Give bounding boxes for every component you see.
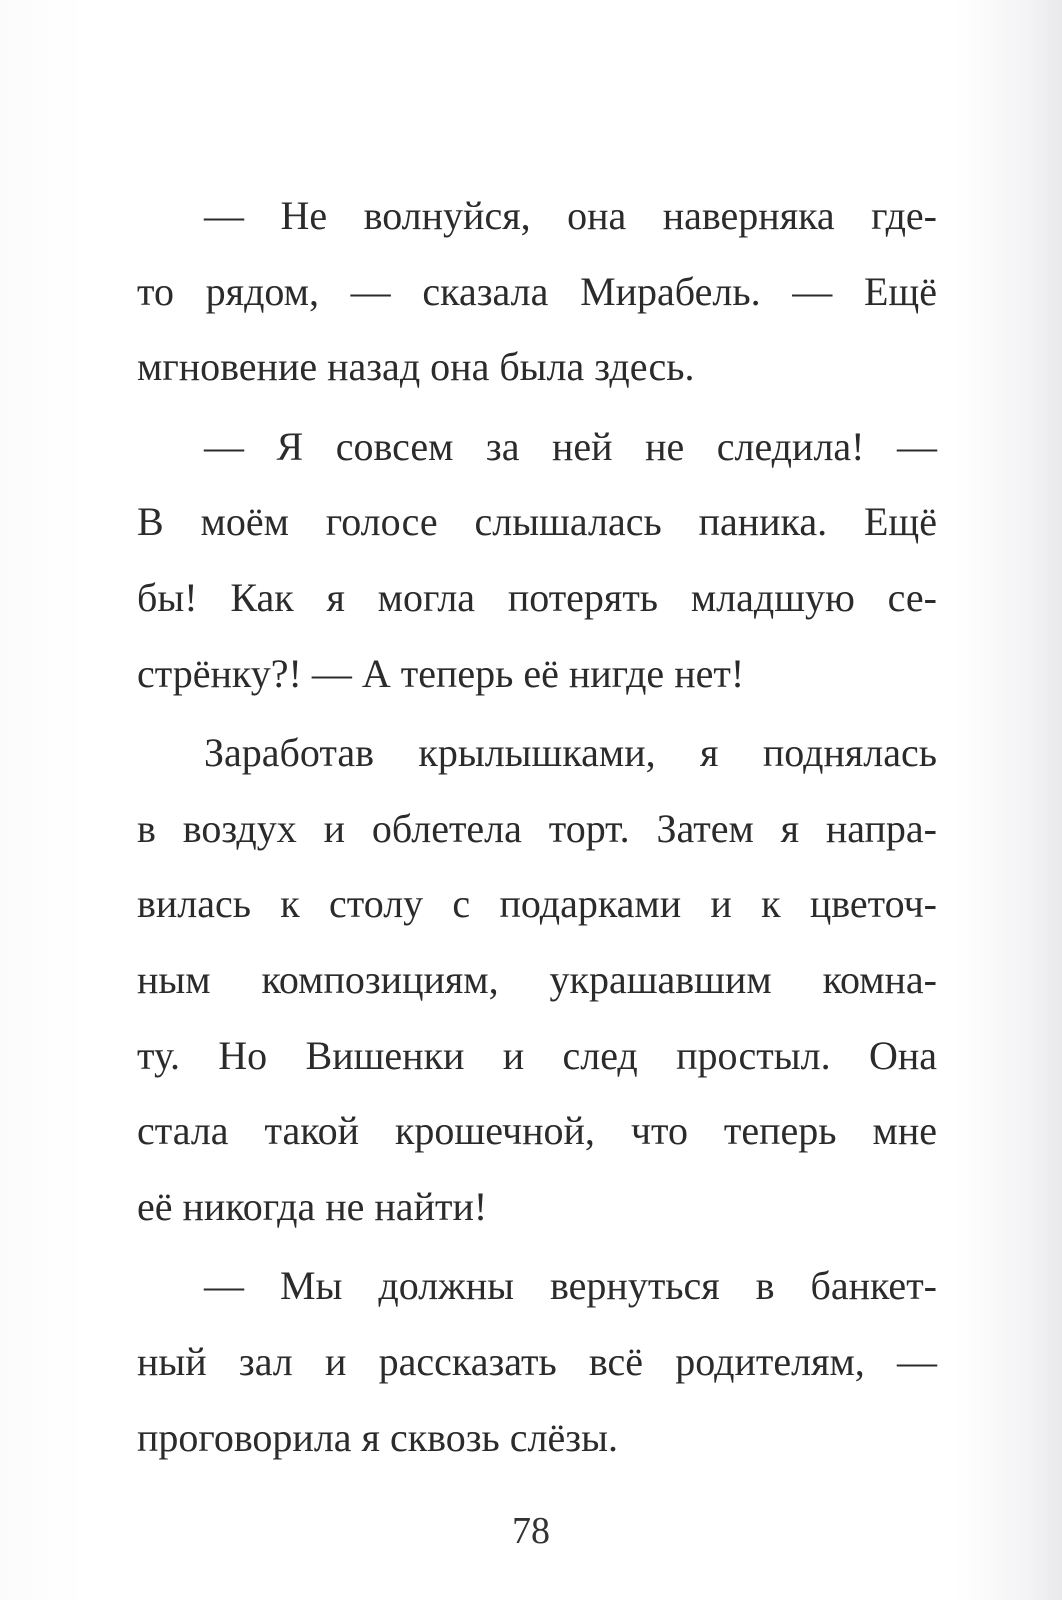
paragraph xyxy=(137,1260,937,1487)
text-line: стала такой крошечной, что теперь мне xyxy=(137,1108,937,1154)
text-line: стрёнку?! — А теперь её нигде нет! xyxy=(137,650,745,696)
text-line: в воздух и облетела торт. Затем я напра- xyxy=(137,805,937,851)
paragraph xyxy=(137,190,937,417)
paragraph xyxy=(137,727,937,1256)
paragraph xyxy=(137,421,937,723)
text-line: — Я совсем за ней не следила! — xyxy=(204,423,937,469)
page-number: 78 xyxy=(512,1510,550,1552)
text-line: то рядом, — сказала Мирабель. — Ещё xyxy=(137,268,937,314)
text-line: бы! Как я могла потерять младшую се- xyxy=(137,574,937,620)
text-line: В моём голосе слышалась паника. Ещё xyxy=(137,499,937,545)
text-line: ту. Но Вишенки и след простыл. Она xyxy=(137,1032,937,1078)
text-line: вилась к столу с подарками и к цветоч- xyxy=(137,881,937,927)
text-line: ным композициям, украшавшим комна- xyxy=(137,956,937,1002)
text-line: проговорила я сквозь слёзы. xyxy=(137,1414,618,1460)
text-line: Заработав крылышками, я поднялась xyxy=(204,730,937,776)
text-line: — Мы должны вернуться в банкет- xyxy=(204,1263,937,1309)
text-line: — Не волнуйся, она наверняка где- xyxy=(204,193,937,238)
body-text xyxy=(137,190,937,1491)
text-line: её никогда не найти! xyxy=(137,1183,488,1229)
text-line: ный зал и рассказать всё родителям, — xyxy=(137,1338,937,1384)
text-line: мгновение назад она была здесь. xyxy=(137,344,695,390)
